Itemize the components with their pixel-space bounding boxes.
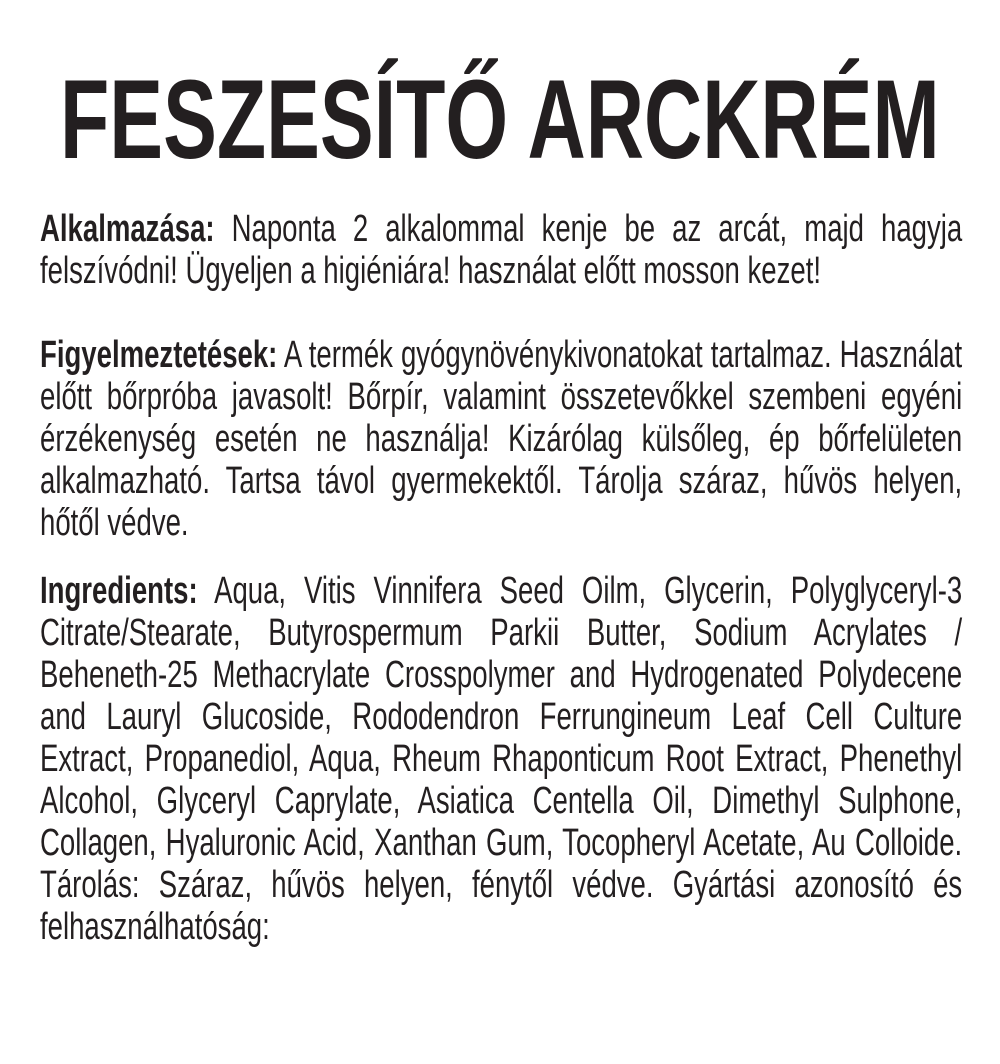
paragraph-warnings [40,334,962,544]
warnings-heading: Figyelmeztetések: [40,334,278,376]
ingredients-text: Aqua, Vitis Vinnifera Seed Oilm, Glycerin, Polyglyceryl-3 Citrate/Stearate, Butyrospermum Parkii Butter, Sodium Acrylates / Beheneth-25 Methacrylate Crosspolymer and Hydrogenated Polydecene and Lauryl Glucoside, Rododendron Ferrungineum Leaf Cell Culture Extract, Propanediol, Aqua, Rheum Rhaponticum Root Extract, Phenethyl Alcohol, Glyceryl Caprylate, Asiatica Centella Oil, Dimethyl Sulphone, Collagen, Hyaluronic Acid, Xanthan Gum, Tocopheryl Acetate, Au Colloide. Tárolás: Száraz, hűvös helyen, fénytől védve. Gyártási azonosító és felhasználhatóság: [40,570,963,948]
usage-heading: Alkalmazása: [40,208,215,250]
product-title-row [0,57,1000,182]
paragraph-ingredients [40,570,962,948]
ingredients-heading: Ingredients: [40,570,198,612]
label-body [40,208,962,948]
usage-text: Naponta 2 alkalommal kenje be az arcát, majd hagyja felszívódni! Ügyeljen a higiéniára! használat előtt mosson kezet! [40,208,963,292]
label-text-block [40,208,962,948]
product-label-page [0,57,1000,1064]
paragraph-usage [40,208,962,292]
warnings-text: A termék gyógynövénykivonatokat tartalmaz. Használat előtt bőrpróba javasolt! Bőrpír, valamint összetevőkkel szembeni egyéni érzékenység esetén ne használja! Kizárólag külsőleg, ép bőrfelületen alkalmazható. Tartsa távol gyermekektől. Tárolja száraz, hűvös helyen, hőtől védve. [40,334,963,544]
product-title: FESZESÍTŐ ARCKRÉM [60,57,940,182]
